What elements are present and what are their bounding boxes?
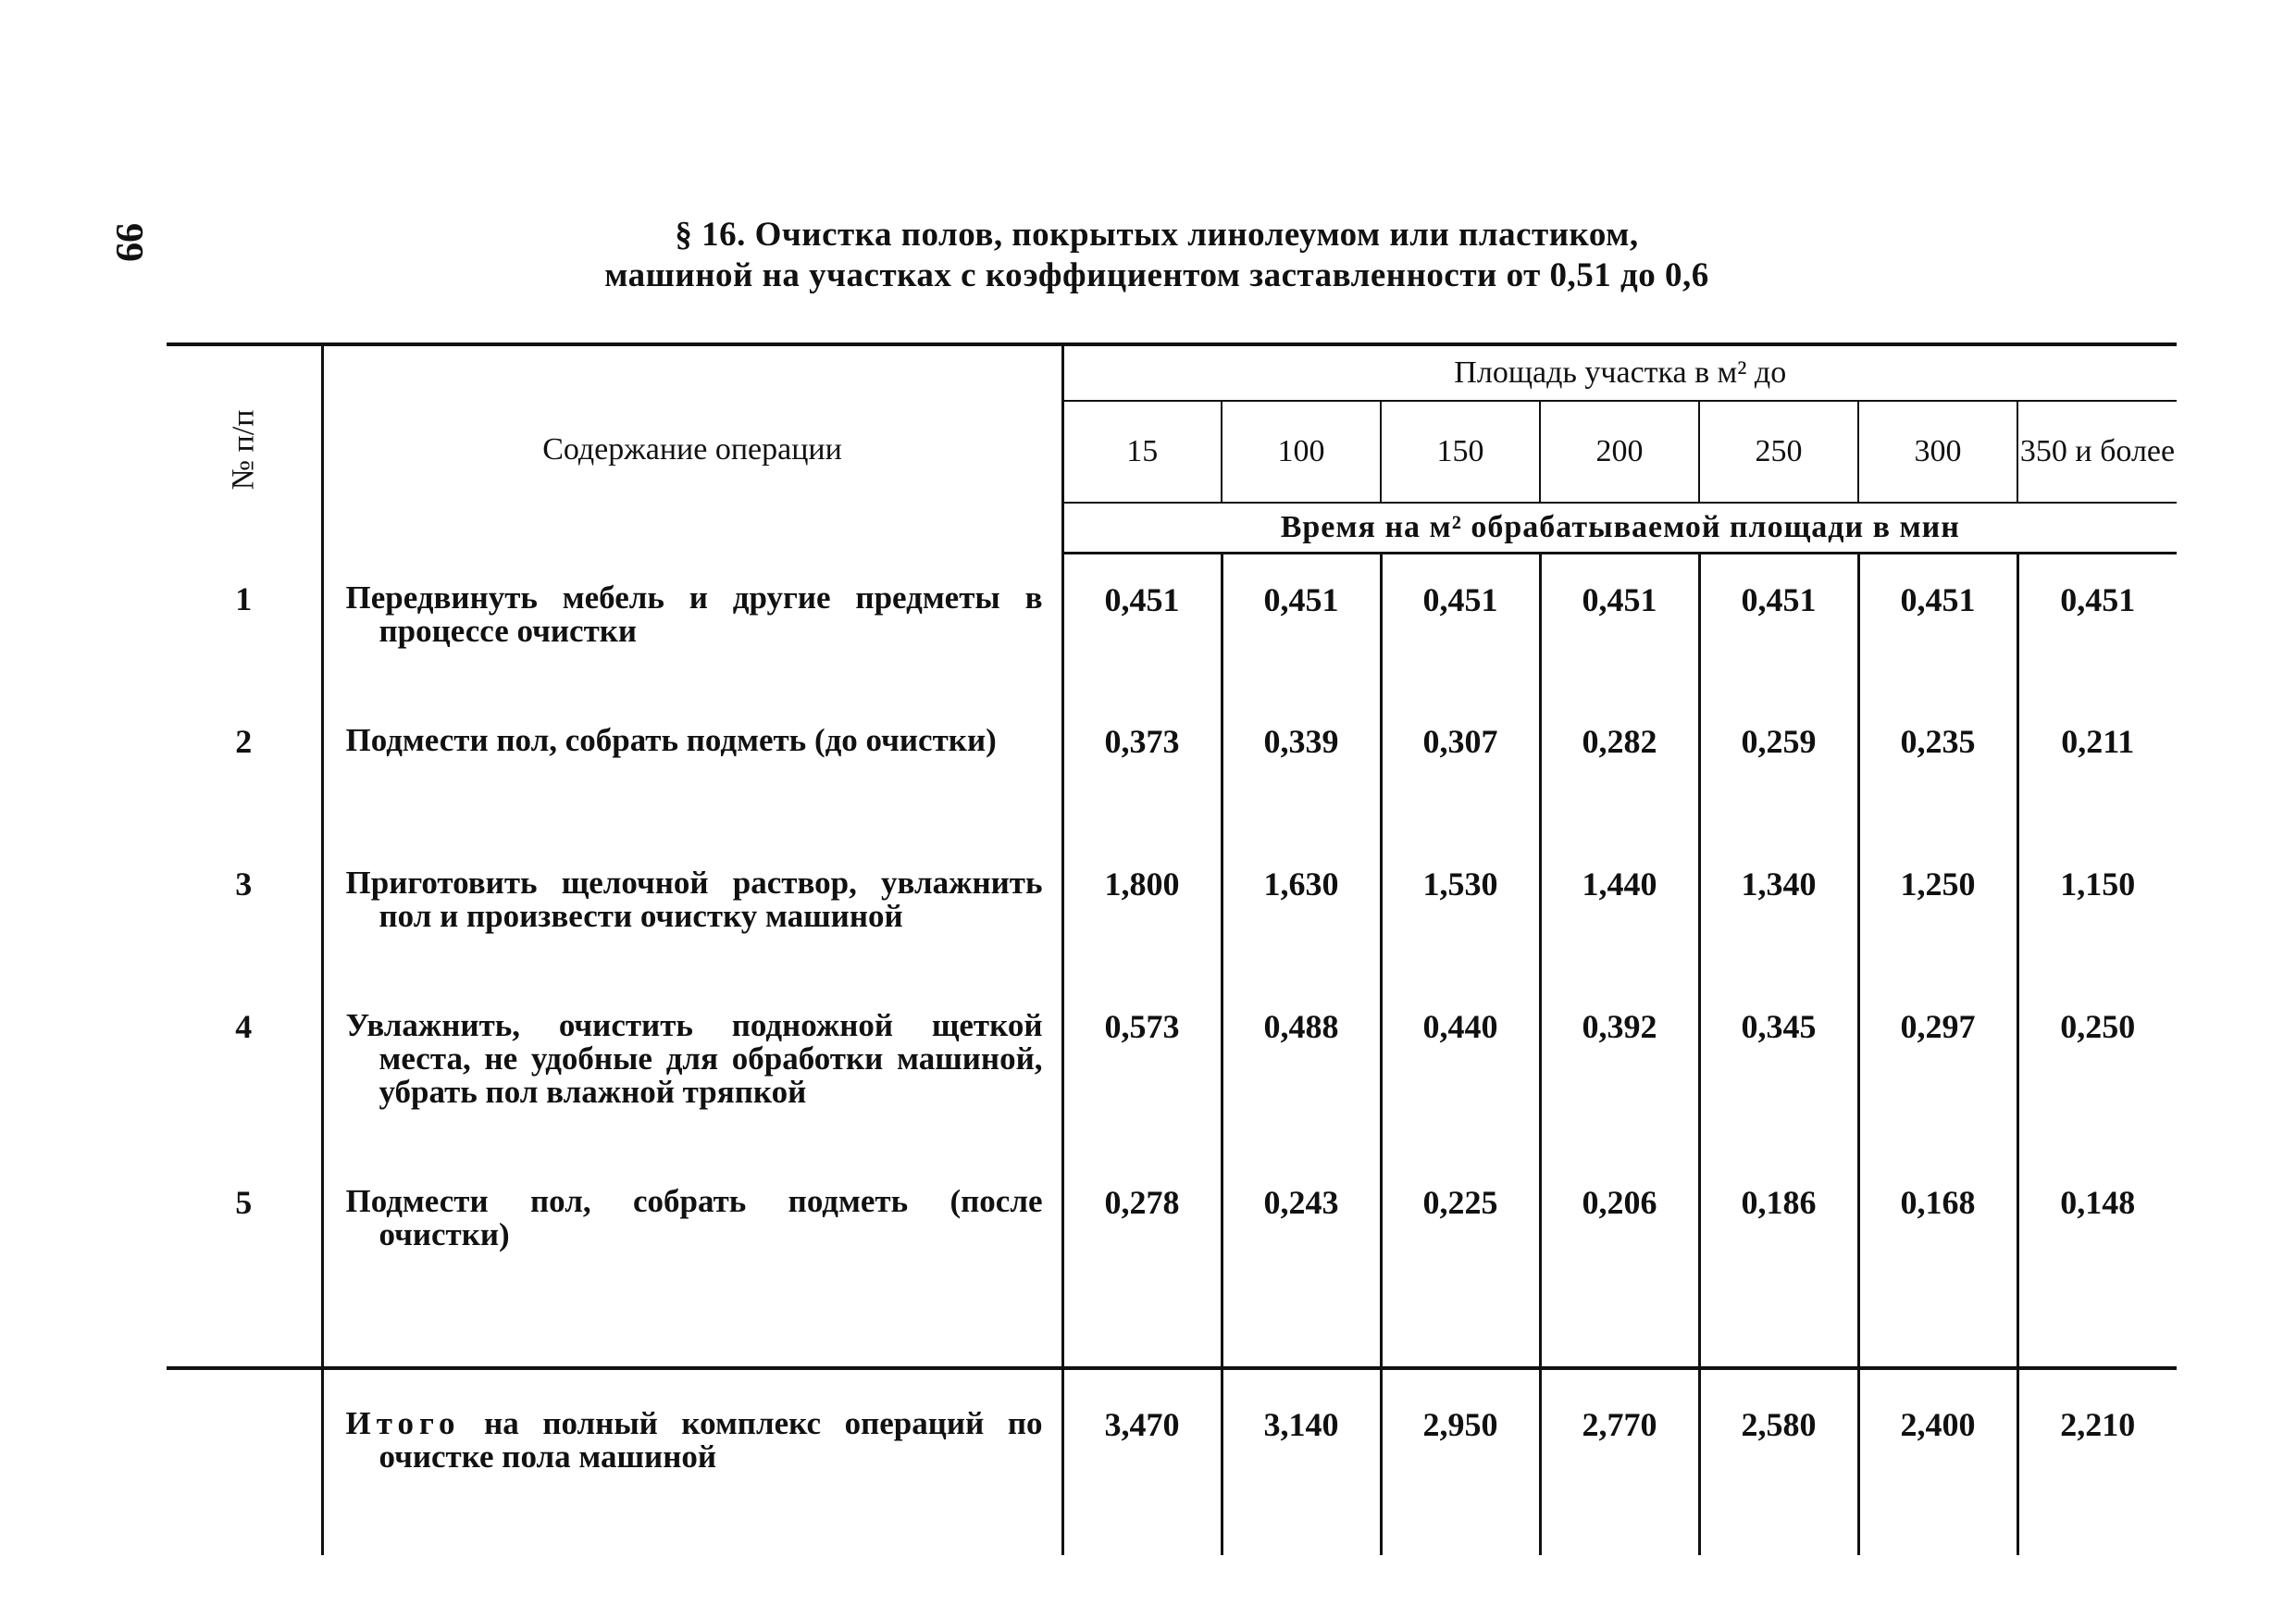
area-column-header: 100 [1222, 401, 1381, 503]
time-value: 1,340 [1699, 839, 1858, 981]
operation-text: Приготовить щелочной раствор, увлажнить пол и произвести очистку машиной [322, 839, 1062, 981]
time-value: 0,392 [1540, 981, 1699, 1157]
area-column-header: 250 [1699, 401, 1858, 503]
total-value: 2,950 [1381, 1368, 1540, 1555]
operation-column-header: Содержание операции [322, 344, 1062, 554]
norms-table [167, 342, 2177, 1555]
section-title-line-1: § 16. Очистка полов, покрытых линолеумом или пластиком, [675, 216, 1639, 254]
time-value: 0,451 [1062, 554, 1222, 696]
time-value: 1,530 [1381, 839, 1540, 981]
table-row [167, 981, 2177, 1157]
operation-text: Подмести пол, собрать подметь (до очистки) [322, 696, 1062, 839]
total-label [322, 1368, 1062, 1555]
table-row [167, 1157, 2177, 1368]
time-value: 0,259 [1699, 696, 1858, 839]
row-number: 2 [167, 696, 322, 839]
time-value: 1,250 [1858, 839, 2017, 981]
operation-text: Передвинуть мебель и другие предметы в процессе очистки [322, 554, 1062, 696]
total-num-cell [167, 1368, 322, 1555]
time-value: 0,278 [1062, 1157, 1222, 1368]
time-value: 0,211 [2061, 722, 2135, 760]
row-number: 5 [167, 1157, 322, 1368]
time-value: 1,800 [1062, 839, 1222, 981]
total-value: 3,470 [1062, 1368, 1222, 1555]
area-column-header: 200 [1540, 401, 1699, 503]
area-column-header: 350 и более [2017, 401, 2177, 503]
table-row [167, 839, 2177, 981]
section-title [518, 215, 1795, 296]
time-value: 1,440 [1540, 839, 1699, 981]
time-value: 0,235 [1858, 696, 2017, 839]
time-value: 0,307 [1381, 696, 1540, 839]
total-value: 3,140 [1222, 1368, 1381, 1555]
time-value: 0,148 [2060, 1183, 2136, 1221]
section-title-line-2: машиной на участках с коэффициентом заставленности от 0,51 до 0,6 [604, 256, 1709, 294]
total-value: 2,400 [1858, 1368, 2017, 1555]
area-column-header: 300 [1858, 401, 2017, 503]
total-value: 2,210 [2017, 1368, 2177, 1555]
time-value: 0,451 [1699, 554, 1858, 696]
page-number: 99 [107, 223, 150, 262]
time-unit-header: Время на м² обрабатываемой площади в мин [1062, 503, 2177, 554]
time-value: 0,225 [1381, 1157, 1540, 1368]
time-value: 0,297 [1858, 981, 2017, 1157]
row-number: 3 [167, 839, 322, 981]
norms-table-container [167, 342, 2175, 1555]
table-row [167, 696, 2177, 839]
total-row [167, 1368, 2177, 1555]
time-value: 0,243 [1222, 1157, 1381, 1368]
time-value: 0,451 [1381, 554, 1540, 696]
time-value: 1,150 [2060, 865, 2136, 903]
total-value: 2,580 [1699, 1368, 1858, 1555]
time-value: 0,339 [1222, 696, 1381, 839]
time-value: 0,573 [1062, 981, 1222, 1157]
total-value: 2,770 [1540, 1368, 1699, 1555]
time-value: 0,250 [2060, 1007, 2136, 1045]
time-value: 0,373 [1062, 696, 1222, 839]
total-label-word: Итого [345, 1404, 461, 1441]
time-value: 0,451 [1222, 554, 1381, 696]
time-value: 0,440 [1381, 981, 1540, 1157]
time-value: 0,206 [1540, 1157, 1699, 1368]
area-column-header: 15 [1062, 401, 1222, 503]
area-group-header: Площадь участка в м² до [1062, 344, 2177, 401]
total-label-rest: на полный комплекс операций по очистке пола машиной [379, 1404, 1043, 1475]
operation-text: Увлажнить, очистить подножной щеткой места, не удобные для обработки машиной, убрать пол влажной тряпкой [322, 981, 1062, 1157]
time-value: 0,168 [1858, 1157, 2017, 1368]
time-value: 0,186 [1699, 1157, 1858, 1368]
operation-text: Подмести пол, собрать подметь (после очистки) [322, 1157, 1062, 1368]
time-value: 0,451 [2060, 581, 2136, 618]
area-column-header: 150 [1381, 401, 1540, 503]
time-value: 0,345 [1699, 981, 1858, 1157]
time-value: 0,488 [1222, 981, 1381, 1157]
row-number: 1 [167, 554, 322, 696]
num-column-header: № п/п [167, 344, 322, 554]
time-value: 1,630 [1222, 839, 1381, 981]
row-number: 4 [167, 981, 322, 1157]
time-value: 0,451 [1858, 554, 2017, 696]
time-value: 0,282 [1540, 696, 1699, 839]
time-value: 0,451 [1540, 554, 1699, 696]
table-row [167, 554, 2177, 696]
